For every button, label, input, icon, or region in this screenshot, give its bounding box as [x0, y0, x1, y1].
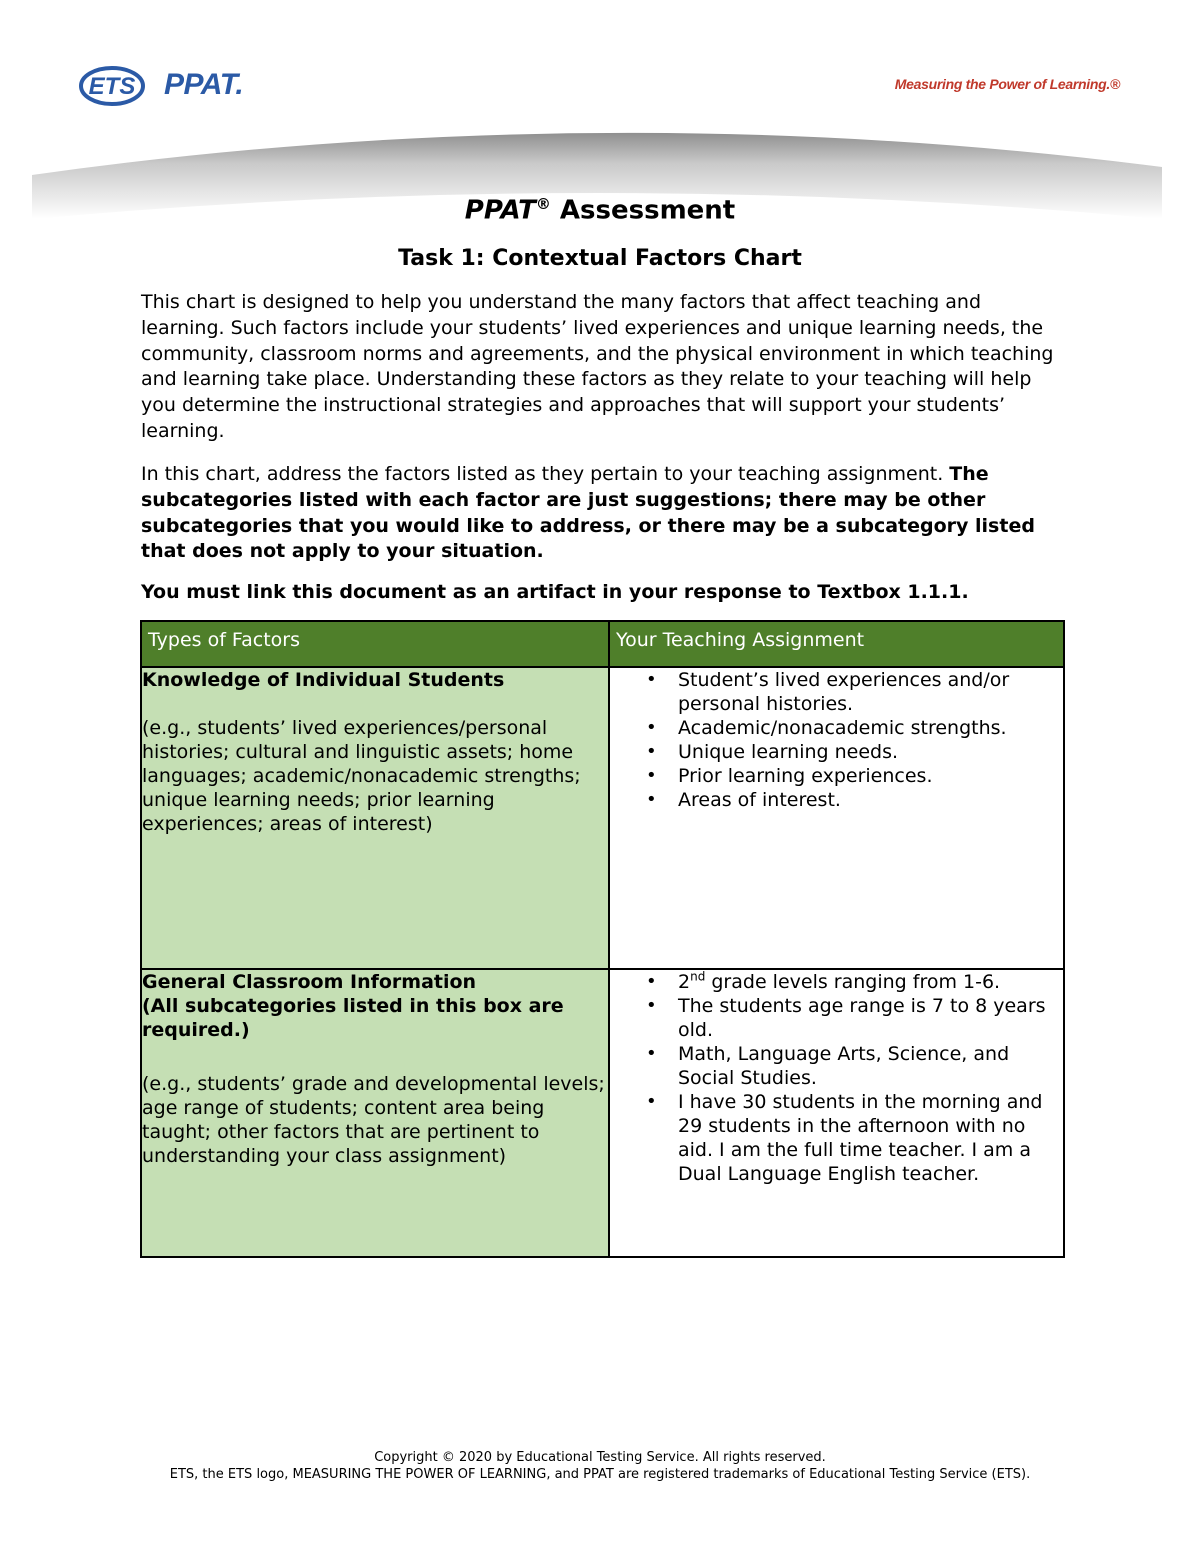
factor-description: (e.g., students’ lived experiences/personal histories; cultural and linguistic assets; home languages; academic/nonacademic strengths; unique learning needs; prior learning experiences; areas of interest) — [142, 717, 581, 835]
intro-paragraph: This chart is designed to help you understand the many factors that affect teaching and learning. Such factors include your students’ lived experiences and unique learning needs, the community, classroom norms and agreements, and the physical environment in which teaching and learning take place. Understanding these factors as they relate to your teaching will help you determine the instructional strategies and approaches that will support your students’ learning. — [141, 291, 1054, 442]
factor-required-note: (All subcategories listed in this box are required.) — [142, 995, 564, 1041]
list-item: • Student’s lived experiences and/or personal histories. — [646, 669, 1010, 715]
assignment-list — [610, 970, 1063, 1186]
bullet-icon: • — [646, 995, 657, 1016]
bullet-icon: • — [646, 669, 657, 690]
ets-logo — [78, 62, 150, 108]
copyright-line: Copyright © 2020 by Educational Testing Service. All rights reserved. — [374, 1450, 826, 1465]
bullet-icon: • — [646, 765, 657, 786]
list-item: • 2nd grade levels ranging from 1-6. — [646, 969, 1001, 993]
registered-mark: ® — [535, 195, 551, 213]
trademark-line: ETS, the ETS logo, MEASURING THE POWER OF LEARNING, and PPAT are registered trademarks of Educational Testing Service (ETS). — [169, 1467, 1031, 1482]
page-title — [0, 195, 1200, 226]
link-requirement: You must link this document as an artifact in your response to Textbox 1.1.1. — [141, 581, 969, 603]
ets-logo-icon — [78, 62, 150, 108]
list-item: • The students age range is 7 to 8 years old. — [646, 995, 1046, 1041]
list-item: • Academic/nonacademic strengths. — [646, 717, 1007, 739]
bullet-icon: • — [646, 1091, 657, 1112]
bullet-icon: • — [646, 789, 657, 810]
instructions-plain: In this chart, address the factors listed as they pertain to your teaching assignment. — [141, 463, 950, 485]
assignment-list — [610, 668, 1063, 812]
assignment-cell[interactable] — [609, 969, 1064, 1257]
table-row — [141, 969, 1064, 1257]
list-item: • Areas of interest. — [646, 789, 841, 811]
bullet-icon: • — [646, 717, 657, 738]
header-types-of-factors: Types of Factors — [141, 621, 609, 667]
bullet-icon: • — [646, 1043, 657, 1064]
instructions-paragraph — [141, 462, 1066, 565]
bullet-icon: • — [646, 741, 657, 762]
title-brand: PPAT — [464, 195, 536, 226]
factor-cell — [141, 667, 609, 969]
ets-logo-text: ETS — [88, 73, 136, 100]
assignment-cell[interactable] — [609, 667, 1064, 969]
factor-title: General Classroom Information — [142, 971, 477, 993]
title-rest: Assessment — [550, 195, 736, 226]
ppat-logo: PPAT. — [164, 68, 244, 101]
table-row — [141, 667, 1064, 969]
list-item: • Prior learning experiences. — [646, 765, 933, 787]
table-header-row — [141, 621, 1064, 667]
list-item: • Math, Language Arts, Science, and Social Studies. — [646, 1043, 1010, 1089]
factor-description: (e.g., students’ grade and developmental levels; age range of students; content area being taught; other factors that are pertinent to understanding your class assignment) — [142, 1073, 605, 1167]
contextual-factors-table — [140, 620, 1065, 1258]
page-subtitle: Task 1: Contextual Factors Chart — [398, 246, 802, 271]
page-footer — [0, 1449, 1200, 1483]
factor-title: Knowledge of Individual Students — [142, 669, 505, 691]
bullet-icon: • — [646, 971, 657, 992]
header-your-teaching-assignment: Your Teaching Assignment — [609, 621, 1064, 667]
tagline: Measuring the Power of Learning.® — [894, 76, 1120, 92]
list-item: • I have 30 students in the morning and 29 students in the afternoon with no aid. I am the full time teacher. I am a Dual Language English teacher. — [646, 1091, 1043, 1185]
list-item: • Unique learning needs. — [646, 741, 899, 763]
instructions-bold: The subcategories listed with each factor are just suggestions; there may be other subcategories that you would like to address, or there may be a subcategory listed that does not apply to your situation. — [141, 463, 1035, 563]
factor-cell — [141, 969, 609, 1257]
